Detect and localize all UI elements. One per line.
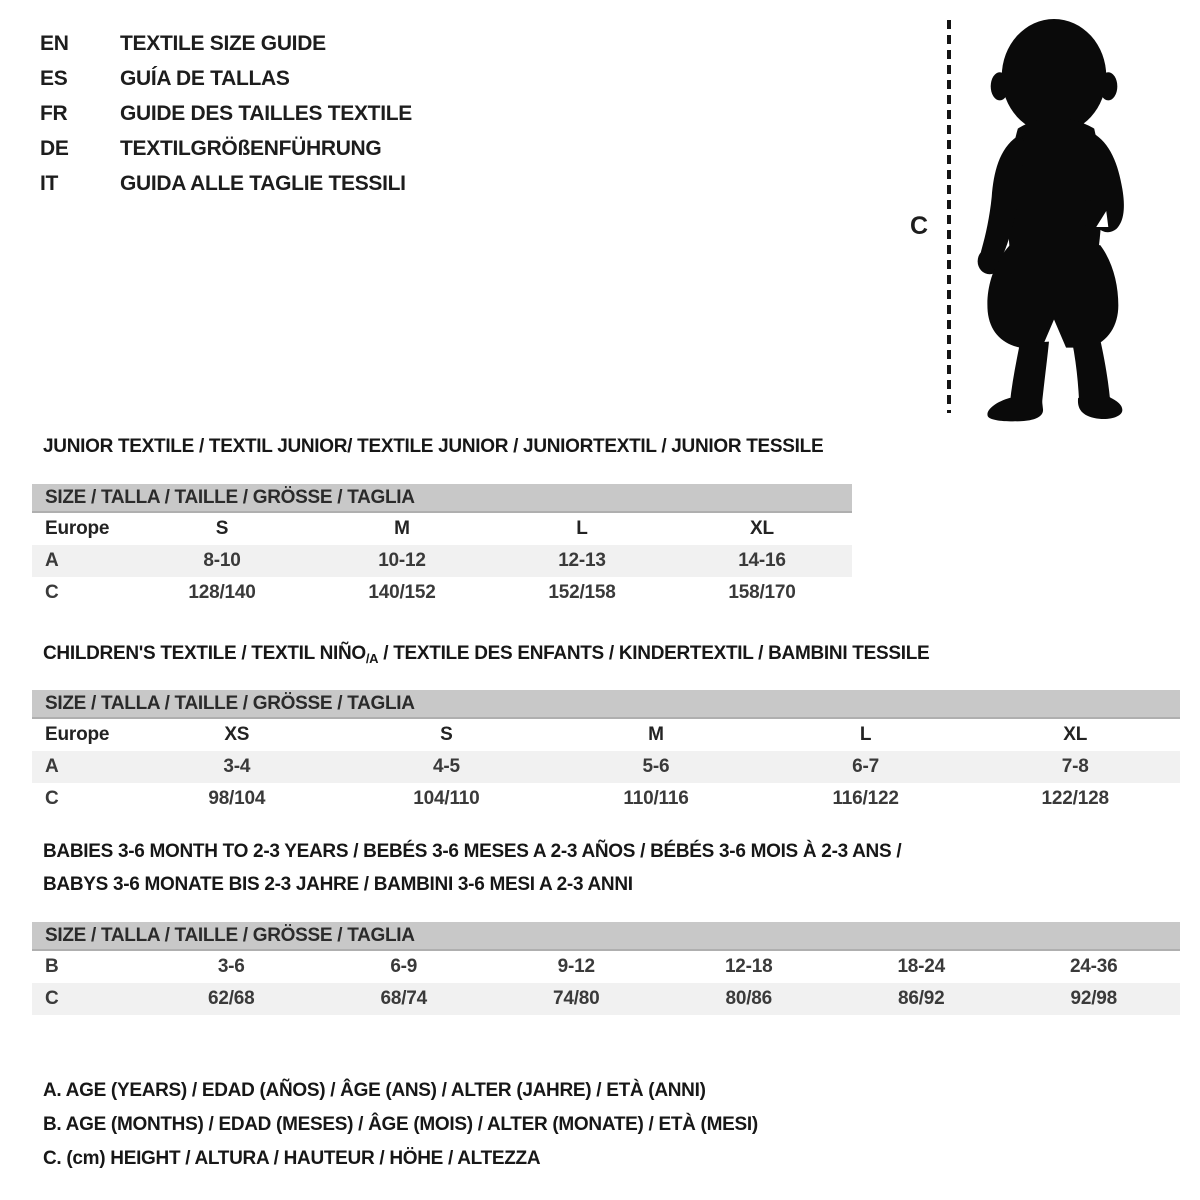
- toddler-silhouette-icon: [958, 12, 1146, 422]
- babies-size-header-bar: SIZE / TALLA / TAILLE / GRÖSSE / TAGLIA: [32, 922, 1180, 951]
- lang-code-es: ES: [40, 66, 68, 90]
- table-row: [32, 951, 1180, 983]
- row-label: Europe: [45, 724, 110, 745]
- table-cell: L: [576, 518, 588, 539]
- measurement-legend: [43, 1074, 758, 1176]
- row-label: B: [45, 956, 59, 977]
- lang-title-de: TEXTILGRÖßENFÜHRUNG: [120, 136, 382, 160]
- table-cell: 152/158: [548, 582, 616, 603]
- legend-line-a: A. AGE (YEARS) / EDAD (AÑOS) / ÂGE (ANS) / ALTER (JAHRE) / ETÀ (ANNI): [43, 1080, 706, 1101]
- table-cell: 8-10: [203, 550, 241, 571]
- table-cell: 3-4: [223, 756, 251, 777]
- table-row: [32, 513, 852, 545]
- table-cell: 18-24: [897, 956, 946, 977]
- lang-row-fr: [40, 96, 412, 131]
- table-cell: 140/152: [368, 582, 436, 603]
- lang-row-de: [40, 131, 412, 166]
- junior-section-title: JUNIOR TEXTILE / TEXTIL JUNIOR/ TEXTILE JUNIOR / JUNIORTEXTIL / JUNIOR TESSILE: [43, 436, 824, 457]
- table-cell: 10-12: [378, 550, 426, 571]
- table-cell: 104/110: [413, 788, 480, 809]
- legend-line-b: B. AGE (MONTHS) / EDAD (MESES) / ÂGE (MOIS) / ALTER (MONATE) / ETÀ (MESI): [43, 1114, 758, 1135]
- row-label: A: [45, 756, 59, 777]
- lang-code-it: IT: [40, 171, 59, 195]
- table-cell: 80/86: [725, 988, 773, 1009]
- row-label: Europe: [45, 518, 110, 539]
- legend-line-c: C. (cm) HEIGHT / ALTURA / HAUTEUR / HÖHE / ALTEZZA: [43, 1148, 541, 1169]
- language-title-list: [40, 26, 412, 201]
- babies-section-title-line2: BABYS 3-6 MONATE BIS 2-3 JAHRE / BAMBINI 3-6 MESI A 2-3 ANNI: [43, 874, 633, 895]
- table-cell: 92/98: [1070, 988, 1118, 1009]
- table-row: [32, 783, 1180, 815]
- table-cell: 4-5: [432, 756, 460, 777]
- table-cell: S: [440, 724, 453, 745]
- lang-code-fr: FR: [40, 101, 68, 125]
- lang-title-es: GUÍA DE TALLAS: [120, 66, 290, 90]
- row-label: C: [45, 788, 59, 809]
- babies-section-title-line1: BABIES 3-6 MONTH TO 2-3 YEARS / BEBÉS 3-6 MESES A 2-3 AÑOS / BÉBÉS 3-6 MOIS À 2-3 ANS /: [43, 841, 902, 862]
- table-cell: 110/116: [623, 788, 689, 809]
- table-cell: 122/128: [1041, 788, 1109, 809]
- children-section-title: [43, 643, 929, 665]
- children-size-header-bar: SIZE / TALLA / TAILLE / GRÖSSE / TAGLIA: [32, 690, 1180, 719]
- table-cell: 68/74: [380, 988, 428, 1009]
- table-row: [32, 719, 1180, 751]
- lang-row-en: [40, 26, 412, 61]
- table-cell: L: [859, 724, 872, 745]
- lang-row-es: [40, 61, 412, 96]
- table-cell: S: [215, 518, 229, 539]
- lang-code-en: EN: [40, 31, 69, 55]
- table-cell: 62/68: [207, 988, 255, 1009]
- lang-code-de: DE: [40, 136, 69, 160]
- table-cell: 74/80: [552, 988, 600, 1009]
- table-cell: 24-36: [1069, 956, 1118, 977]
- table-cell: 12-18: [724, 956, 773, 977]
- table-cell: 6-7: [852, 756, 880, 777]
- lang-title-fr: GUIDE DES TAILLES TEXTILE: [120, 101, 412, 125]
- table-row: [32, 577, 852, 609]
- table-cell: 14-16: [738, 550, 786, 571]
- children-title-subscript: /A: [365, 651, 379, 666]
- table-cell: 6-9: [390, 956, 418, 977]
- row-label: C: [45, 582, 59, 603]
- table-cell: 158/170: [728, 582, 796, 603]
- children-size-table: [32, 690, 1180, 815]
- children-title-rest: / TEXTILE DES ENFANTS / KINDERTEXTIL / BAMBINI TESSILE: [378, 643, 930, 664]
- table-cell: XS: [224, 724, 250, 745]
- junior-size-header-bar: SIZE / TALLA / TAILLE / GRÖSSE / TAGLIA: [32, 484, 852, 513]
- table-row: [32, 751, 1180, 783]
- table-cell: 12-13: [558, 550, 606, 571]
- height-measure-dashed-line: [947, 20, 951, 413]
- lang-title-it: GUIDA ALLE TAGLIE TESSILI: [120, 171, 406, 195]
- table-cell: M: [394, 518, 410, 539]
- table-cell: M: [648, 724, 664, 745]
- table-cell: 86/92: [897, 988, 945, 1009]
- table-cell: 3-6: [217, 956, 245, 977]
- table-cell: 128/140: [188, 582, 256, 603]
- lang-row-it: [40, 166, 412, 201]
- babies-size-table: [32, 922, 1180, 1015]
- table-cell: 9-12: [557, 956, 595, 977]
- row-label: C: [45, 988, 59, 1009]
- table-cell: 7-8: [1061, 756, 1089, 777]
- table-cell: XL: [750, 518, 774, 539]
- table-row: [32, 545, 852, 577]
- row-label: A: [45, 550, 59, 571]
- table-cell: 116/122: [832, 788, 899, 809]
- table-cell: XL: [1063, 724, 1088, 745]
- table-cell: 98/104: [208, 788, 266, 809]
- children-title-main: CHILDREN'S TEXTILE / TEXTIL NIÑO: [43, 643, 366, 664]
- table-row: [32, 983, 1180, 1015]
- table-cell: 5-6: [642, 756, 670, 777]
- height-measure-label: C: [910, 212, 929, 240]
- lang-title-en: TEXTILE SIZE GUIDE: [120, 31, 326, 55]
- junior-size-table: [32, 484, 852, 609]
